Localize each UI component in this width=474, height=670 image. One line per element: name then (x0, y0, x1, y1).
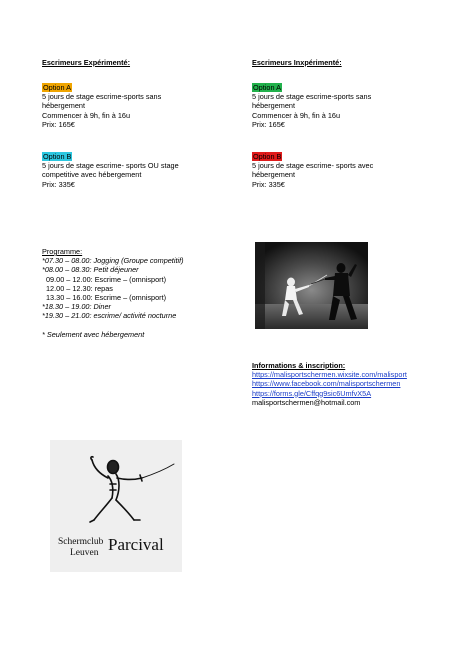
fencer-logo-icon (50, 440, 182, 572)
left-option-a (42, 83, 161, 129)
programme-heading: Programme: (42, 247, 83, 256)
club-logo (50, 440, 182, 572)
left-option-b (42, 152, 179, 189)
right-option-b-line: hébergement (252, 170, 296, 180)
right-option-a-label: Option A (253, 83, 281, 92)
right-option-b-line: 5 jours de stage escrime- sports avec (252, 161, 374, 171)
left-heading: Escrimeurs Expérimenté: (42, 58, 131, 67)
programme-item: *19.30 – 21.00: escrime/ activité nocturne (42, 311, 177, 321)
left-option-a-label: Option A (43, 83, 71, 92)
form-link[interactable]: https://forms.gle/Cffqg9sic6UmfvX5A (252, 388, 372, 398)
programme-item: *18.30 – 19.00: Diner (42, 302, 111, 312)
fencing-photo (255, 242, 368, 329)
left-option-b-price: Prix: 335€ (42, 179, 75, 189)
right-option-a (252, 83, 371, 129)
website-link[interactable]: https://malisportschermen.wixsite.com/malisport (252, 370, 407, 380)
facebook-link[interactable]: https://www.facebook.com/malisportschermen (252, 379, 401, 389)
right-option-b (252, 152, 373, 189)
programme-item: 12.00 – 12.30: repas (46, 283, 113, 293)
logo-schermclub-text: Schermclub (58, 537, 104, 547)
left-option-a-line: hébergement (42, 101, 86, 111)
left-option-b-line: 5 jours de stage escrime- sports OU stage (42, 161, 179, 171)
programme-item: *08.00 – 08.30: Petit déjeuner (42, 265, 139, 275)
email-text: malisportschermen@hotmail.com (252, 397, 361, 407)
right-option-a-price: Prix: 165€ (252, 119, 285, 129)
right-option-a-line: Commencer à 9h, fin à 16u (252, 110, 341, 120)
info-heading: Informations & inscription: (252, 361, 346, 370)
info-section (252, 361, 407, 407)
left-option-a-line: 5 jours de stage escrime-sports sans (42, 92, 162, 102)
left-option-b-label: Option B (43, 152, 72, 161)
programme-item: 09.00 – 12.00: Escrime – (omnisport) (46, 274, 167, 284)
right-option-b-price: Prix: 335€ (252, 179, 285, 189)
right-option-a-line: 5 jours de stage escrime-sports sans (252, 92, 372, 102)
right-heading: Escrimeurs Inxpérimenté: (252, 58, 342, 67)
right-option-b-label: Option B (253, 152, 282, 161)
left-option-a-price: Prix: 165€ (42, 119, 75, 129)
logo-leuven-text: Leuven (70, 548, 99, 558)
programme-section (42, 247, 184, 339)
programme-item: 13.30 – 16.00: Escrime – (omnisport) (46, 293, 167, 303)
logo-parcival-text: Parcival (108, 535, 164, 554)
programme-footnote: * Seulement avec hébergement (42, 329, 145, 339)
left-option-a-line: Commencer à 9h, fin à 16u (42, 110, 131, 120)
right-option-a-line: hébergement (252, 101, 296, 111)
programme-item: *07.30 – 08.00: Jogging (Groupe competitif) (42, 256, 184, 266)
left-option-b-line: competitive avec hébergement (42, 170, 142, 180)
